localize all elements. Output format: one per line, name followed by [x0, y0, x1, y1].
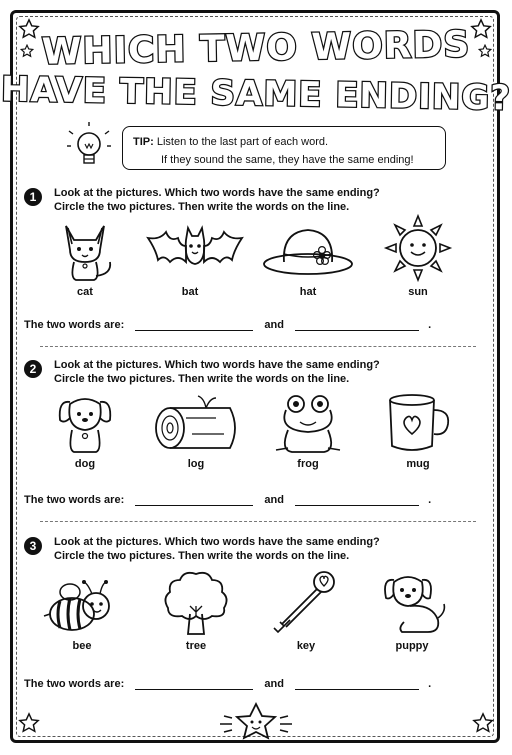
exercise-number: 2: [24, 360, 42, 378]
word-label: mug: [406, 458, 430, 470]
picture-sun[interactable]: [368, 212, 468, 298]
word-label: sun: [408, 286, 428, 298]
tip-label: TIP:: [133, 136, 154, 148]
tip-line-2: If they sound the same, they have the same ending!: [161, 154, 414, 166]
picture-frog[interactable]: [258, 390, 358, 470]
period-label: .: [428, 494, 432, 506]
answer-line-2[interactable]: [295, 493, 419, 506]
answer-line-1[interactable]: [135, 318, 253, 331]
answer-prompt: The two words are:: [24, 678, 125, 690]
picture-mug[interactable]: [368, 390, 468, 470]
answer-line-1[interactable]: [135, 677, 253, 690]
word-label: log: [187, 458, 205, 470]
answer-row: [24, 493, 431, 506]
instruction-line-2: Circle the two pictures. Then write the words on the line.: [54, 201, 350, 213]
word-label: dog: [74, 458, 96, 470]
instruction: [54, 358, 380, 386]
and-label: and: [264, 494, 284, 506]
instruction-line-1: Look at the pictures. Which two words have the same ending?: [54, 536, 380, 548]
tree-icon: [156, 568, 236, 638]
exercise-number: 1: [24, 188, 42, 206]
and-label: and: [264, 319, 284, 331]
and-label: and: [264, 678, 284, 690]
key-icon: [266, 568, 346, 638]
mug-icon: [378, 390, 458, 456]
sun-icon: [380, 212, 456, 284]
word-label: cat: [77, 286, 93, 298]
answer-line-2[interactable]: [295, 677, 419, 690]
tip-box: [122, 126, 446, 170]
puppy-icon: [372, 568, 452, 638]
dog-icon: [50, 390, 120, 456]
picture-tree[interactable]: [146, 568, 246, 652]
exercise-number: 3: [24, 537, 42, 555]
picture-log[interactable]: [146, 390, 246, 470]
picture-hat[interactable]: [258, 218, 358, 298]
bee-icon: [42, 570, 122, 638]
word-label: tree: [185, 640, 207, 652]
instruction: [54, 186, 380, 214]
word-label: puppy: [395, 640, 429, 652]
word-label: bat: [181, 286, 199, 298]
word-label: key: [296, 640, 316, 652]
answer-line-1[interactable]: [135, 493, 253, 506]
picture-key[interactable]: [256, 568, 356, 652]
smiling-star-icon: [206, 700, 306, 740]
instruction-line-1: Look at the pictures. Which two words have the same ending?: [54, 359, 380, 371]
section-divider: [40, 346, 476, 347]
cat-icon: [50, 218, 120, 284]
picture-bat[interactable]: [140, 218, 240, 298]
tip-line-1: Listen to the last part of each word.: [156, 136, 329, 148]
word-label: hat: [299, 286, 317, 298]
picture-cat[interactable]: [35, 218, 135, 298]
instruction-line-2: Circle the two pictures. Then write the words on the line.: [54, 373, 350, 385]
lightbulb-icon: [66, 122, 112, 176]
picture-dog[interactable]: [35, 390, 135, 470]
hat-icon: [258, 218, 358, 284]
instruction: [54, 535, 380, 563]
log-icon: [146, 390, 246, 456]
answer-line-2[interactable]: [295, 318, 419, 331]
picture-bee[interactable]: [32, 570, 132, 652]
picture-puppy[interactable]: [362, 568, 462, 652]
period-label: .: [428, 319, 432, 331]
frog-icon: [268, 390, 348, 456]
bat-icon: [140, 218, 250, 284]
answer-row: [24, 677, 431, 690]
instruction-line-2: Circle the two pictures. Then write the words on the line.: [54, 550, 350, 562]
period-label: .: [428, 678, 432, 690]
instruction-line-1: Look at the pictures. Which two words have the same ending?: [54, 187, 380, 199]
star-icon: [472, 712, 494, 734]
answer-prompt: The two words are:: [24, 319, 125, 331]
word-label: bee: [72, 640, 92, 652]
page-title-line-2: HAVE THE SAME ENDING?: [0, 69, 512, 119]
section-divider: [40, 521, 476, 522]
word-label: frog: [297, 458, 319, 470]
answer-row: [24, 318, 431, 331]
page-title-line-1: WHICH TWO WORDS: [41, 24, 471, 73]
star-icon: [18, 712, 40, 734]
answer-prompt: The two words are:: [24, 494, 125, 506]
